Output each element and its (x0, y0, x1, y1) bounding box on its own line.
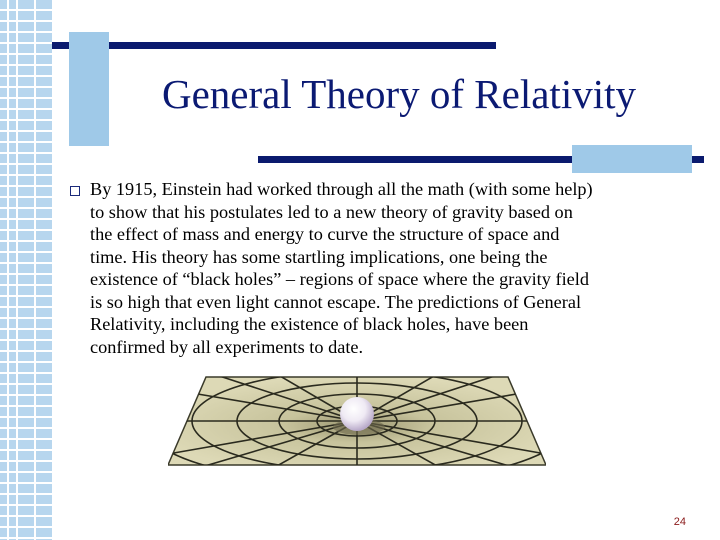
mass-sphere-icon (340, 397, 374, 431)
body-line: confirmed by all experiments to date. (90, 336, 364, 357)
body-line: the effect of mass and energy to curve the structure of space and (90, 224, 560, 244)
top-rule (52, 42, 496, 49)
page-number: 24 (673, 516, 686, 528)
body-line: Relativity, including the existence of black holes, have been (90, 314, 529, 334)
body-line: existence of “black holes” – regions of space where the gravity field (90, 269, 589, 289)
body-line: to show that his postulates led to a new theory of gravity based on (90, 201, 573, 222)
slide-body-text (90, 178, 665, 358)
divider-accent-block (572, 145, 692, 173)
body-line: By 1915, Einstein had worked through all the math (with some help) (90, 179, 593, 199)
curved-spacetime-grid-image (168, 369, 546, 471)
bullet-square-icon (70, 186, 80, 196)
slide-title: General Theory of Relativity (161, 71, 636, 117)
body-line: time. His theory has some startling implications, one being the (90, 246, 548, 267)
body-line: is so high that even light cannot escape. The predictions of General (90, 291, 582, 312)
